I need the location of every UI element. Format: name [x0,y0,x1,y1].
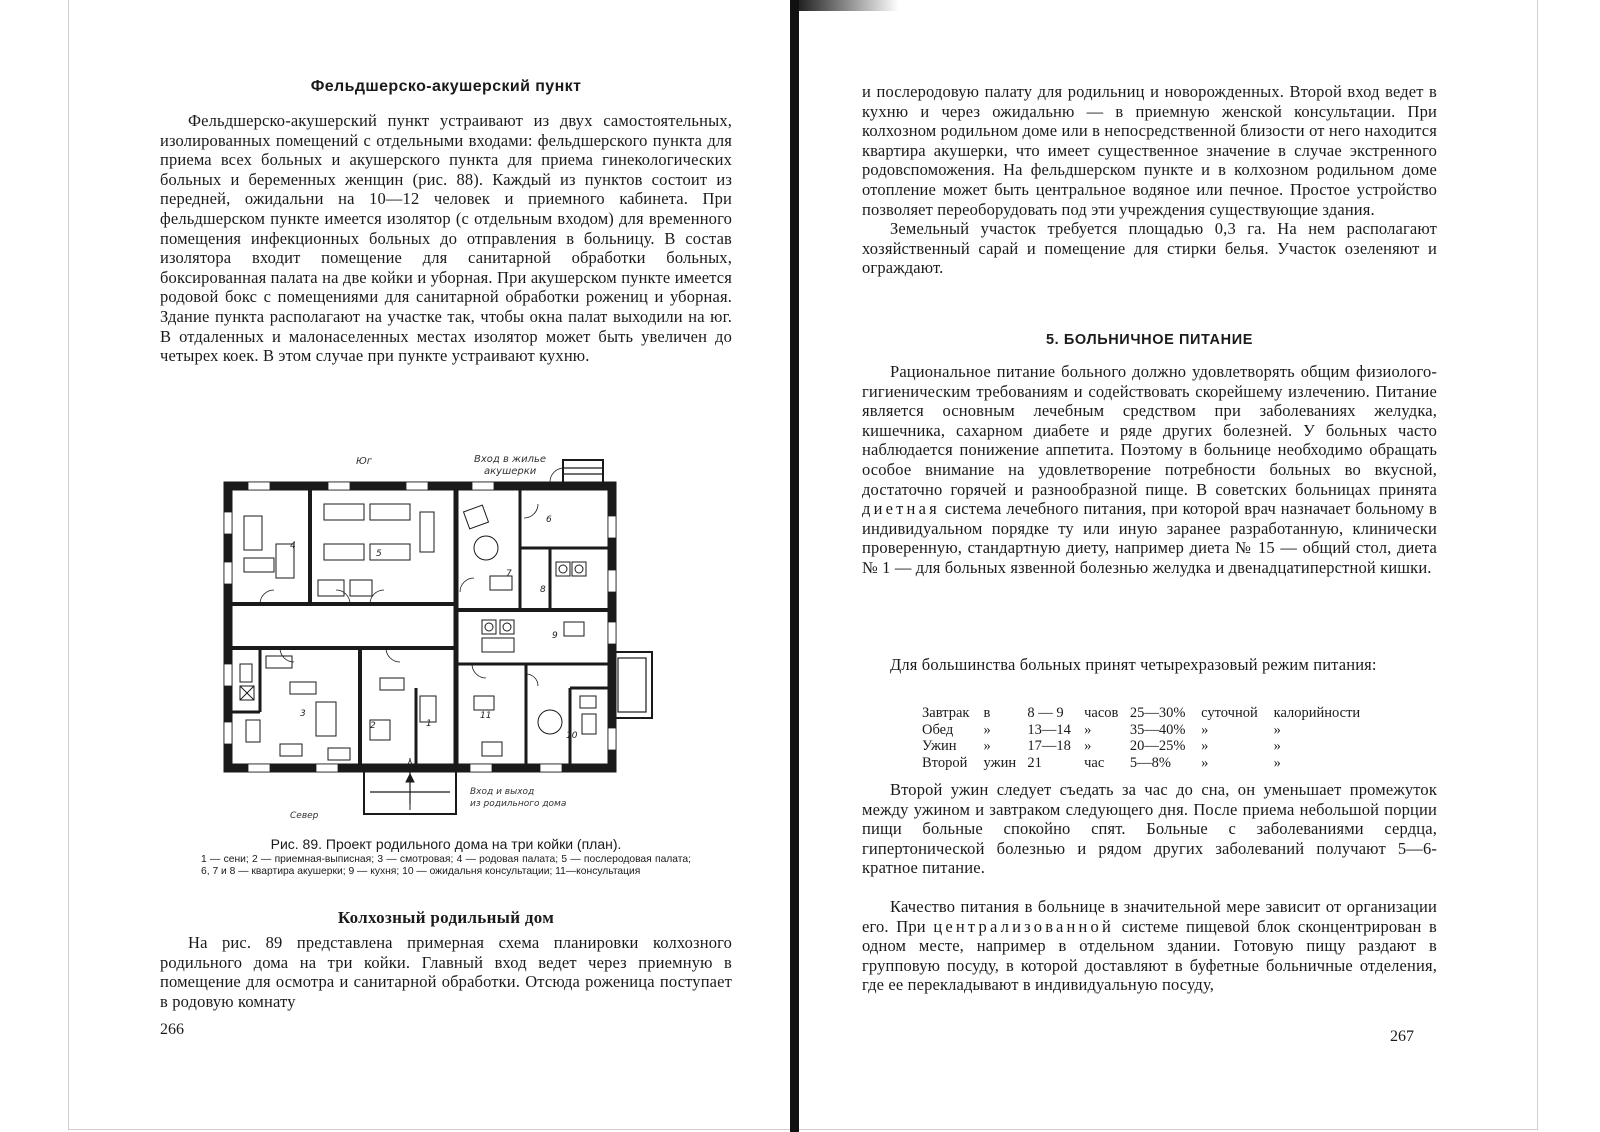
left-page [160,0,732,1132]
label-south: Юг [356,456,373,467]
meal-note1: » [1201,738,1209,754]
heading-feldsher-point: Фельдшерско-акушерский пункт [310,78,582,95]
meal-percent: 5—8% [1129,754,1171,771]
room-number: 7 [506,569,512,579]
paragraph-feldsher-point: Фельдшерско-акушерский пункт устраивают из двух самостоятельных, изолированных помещений с отдельными входами: фельдшерского пункта для приема всех больных и акушерского пункта для приема гинекологических больных и беременных женщин (рис. 88). Каждый из пунктов состоит из передней, ожидальни на 10—12 человек и приемного кабинета. При фельдшерском пункте имеется изолятор (с отдельным входом) для временного помещения инфекционных больных до отправления в больницу. В состав изолятора входит помещение для санитарной обработки больных, боксированная палата на две койки и уборная. При акушерском пункте имеется родовой бокс с помещениями для санитарной обработки рожениц и уборная. Здание пункта располагают на участке так, чтобы окна палат выходили на юг. В отдаленных и малонаселенных местах изолятор может быть увеличен до четырех коек. В этом случае при пункте устраивают кухню. [160,111,732,366]
caption-legend: 1 — сени; 2 — приемная-выписная; 3 — смотровая; 4 — родовая палата; 5 — послеродовая палата; 6, 7 и 8 — квартира акушерки; 9 — кухня; 10 — ожидальня консультации; 11—консультация [201,854,691,877]
page-number-left: 266 [160,1021,184,1038]
room-number: 11 [480,711,492,721]
paragraph-rational-nutrition [862,362,1437,578]
caption-title: Рис. 89. Проект родильного дома на три койки (план). [270,836,622,852]
paragraph-meal-regime: Для большинства больных принят четырехразовый режим питания: [890,655,1377,674]
meal-note1: суточной [1201,705,1258,721]
meal-time: 13—14 [1027,721,1071,738]
meal-prep: ужин [983,754,1017,771]
meal-percent: 20—25% [1129,738,1186,754]
paragraph-nutrition-quality [862,897,1437,995]
meal-note2: » [1273,738,1281,754]
paragraph-land-plot: Земельный участок требуется площадью 0,3 га. На нем располагают хозяйственный сарай и помещение для стирки белья. Участок озеленяют и ограждают. [862,219,1437,278]
meal-note1: » [1201,754,1209,771]
right-page [862,0,1437,1132]
figure-caption [160,836,732,877]
meal-name: Второй [922,754,968,771]
text-run: Качество питания в больнице в значительной мере зависит от организации его. При [862,897,1437,936]
floor-plan-drawing [220,452,690,832]
meal-unit: » [1084,738,1092,754]
page-number-right: 267 [1390,1028,1414,1045]
paragraph-continued: и послеродовую палату для родильниц и новорожденных. Второй вход ведет в кухню и через ожидальню — в приемную женской консультации. При колхозном родильном доме или в непосредственной близости от него находится квартира акушерки, что имеет существенное значение в случае экстренного родовспоможения. На фельдшерском пункте и в колхозном родильном доме отопление может быть центральное водяное или печное. Простое устройство позволяет переоборудовать под эти учреждения существующие здания. [862,82,1437,219]
meal-name: Завтрак [922,705,970,721]
room-number: 3 [300,709,306,719]
room-number: 5 [376,549,382,559]
paragraph-second-supper: Второй ужин следует съедать за час до сна, он уменьшает промежуток между ужином и завтраком следующего дня. После приема небольшой порции пищи больные спокойно спят. Больные с заболеваниями сердца, гипертонической болезнью и рядом других заболеваний получают 5—6-кратное питание. [862,780,1437,878]
label-entrance-exit-2: из родильного дома [470,799,567,809]
meal-prep: » [983,721,991,738]
meal-time: 21 [1027,754,1042,771]
label-entrance-exit-1: Вход и выход [470,787,535,797]
meal-prep: » [983,738,991,754]
table-row [922,722,1382,739]
meal-schedule-table [922,705,1382,771]
table-row [922,738,1382,755]
table-row [922,755,1382,772]
right-top-block [862,82,1437,278]
text-run: Рациональное питание больного должно удовлетворять общим физиолого-гигиеническим требованиям и содействовать скорейшему излечению. Питание является основным лечебным средством при заболеваниях желудка, кишечника, сахарном диабете и ряде других болезней. У больных часто наблюдается понижение аппетита. Поэтому в больнице необходимо обращать особое внимание на удовлетворение потребности больных во вкусной, достаточно горячей и разнообразной пище. В советских больницах принята [862,362,1437,499]
label-entrance-midwife-2: акушерки [484,466,537,477]
heading-collective-farm-maternity: Колхозный родильный дом [337,908,555,927]
meal-time: 17—18 [1027,738,1071,754]
text-run: система лечебного питания, при которой врач назначает больному в индивидуальном порядке ту или иную заранее разработанную, клинически проверенную, стандартную диету, например диета № 15 — общий стол, диета № 1 — для больных язвенной болезнью желудка и двенадцатиперстной кишки. [862,499,1437,577]
meal-note2: калорийности [1273,705,1361,721]
meal-percent: 35—40% [1129,721,1186,738]
room-number: 1 [426,719,432,729]
emphasis-spaced: диетная [862,499,940,519]
meal-note2: » [1273,721,1281,738]
room-number: 10 [566,731,578,741]
room-number: 8 [540,585,546,595]
meal-note2: » [1273,754,1281,771]
meal-unit: » [1084,721,1092,738]
meal-percent: 25—30% [1129,705,1186,721]
meal-unit: часов [1084,705,1119,721]
meal-unit: час [1084,754,1105,771]
paragraph-maternity-home: На рис. 89 представлена примерная схема планировки колхозного родильного дома на три койки. Главный вход ведет через приемную в помещение для осмотра и санитарной обработки. Отсюда роженица поступает в родовую комнату [160,933,732,1011]
book-gutter [790,0,799,1132]
meal-name: Обед [922,721,954,738]
room-number: 4 [290,541,296,551]
meal-time: 8 — 9 [1027,705,1064,721]
label-north: Север [290,811,319,821]
meal-prep: в [983,705,991,721]
label-entrance-midwife-1: Вход в жилье [474,454,547,465]
emphasis-spaced: централизованной [933,916,1115,936]
room-number: 2 [370,721,376,731]
text-run: системе пищевой блок сконцентрирован в одном месте, например в отдельном здании. Готовую пищу раздают в групповую посуду, в которой доставляют в буфетные больничные отделения, где ее перекладывают в индивидуальную посуду, [862,916,1437,995]
meal-note1: » [1201,721,1209,738]
heading-hospital-nutrition: 5. БОЛЬНИЧНОЕ ПИТАНИЕ [1045,332,1253,348]
room-number: 6 [546,515,552,525]
meal-name: Ужин [922,738,957,754]
floor-plan-figure [220,452,690,832]
room-number: 9 [552,631,558,641]
table-row [922,705,1382,722]
